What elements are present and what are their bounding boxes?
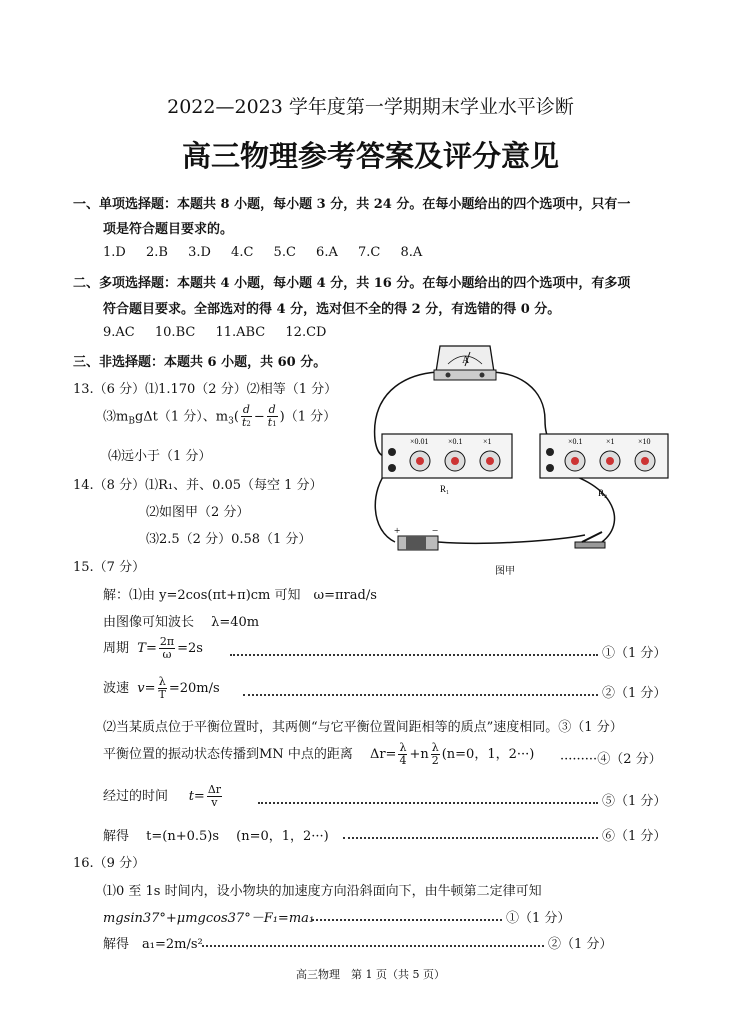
q14-line2: ⑵如图甲（2 分） <box>146 505 250 520</box>
q15-score-1: ①（1 分） <box>602 646 667 661</box>
answer-12: 12.CD <box>285 325 327 340</box>
resistance-box-r2 <box>540 434 668 498</box>
answer-7: 7.C <box>357 245 381 260</box>
leader-dots-2 <box>243 694 598 696</box>
q15-line3: 周期 T= $\frac{2\pi}{\omega}$ =2s <box>103 635 203 661</box>
q14-line1: 14.（8 分）⑴R₁、并、0.05（每空 1 分） <box>73 478 323 493</box>
leader-dots-6 <box>343 837 598 839</box>
section2-line2: 符合题目要求。全部选对的得 4 分，选对但不全的得 2 分，有选错的得 0 分。 <box>103 302 561 317</box>
q13-line1: 13.（6 分）⑴1.170（2 分）⑵相等（1 分） <box>73 382 338 397</box>
leader-dots-5 <box>258 802 598 804</box>
switch <box>575 532 605 548</box>
r1-dial-label-3: ×1 <box>483 437 492 446</box>
ammeter <box>434 346 496 380</box>
svg-text:−: − <box>432 525 439 537</box>
q15-line7: 经过的时间 t= $\frac{\Delta r}{v}$ <box>103 783 222 809</box>
q15-head: 15.（7 分） <box>73 560 146 575</box>
leader-dots-1 <box>230 654 598 656</box>
circuit-figure <box>370 330 680 580</box>
r1-label: R₁ <box>440 484 450 494</box>
q16-line2: mgsin37°+μmgcos37°－F₁=ma₁ <box>103 911 315 926</box>
q15-line6: 平衡位置的振动状态传播到MN 中点的距离 Δr= $\frac{\lambda}{4}$ +n $\frac{\lambda}{2}$ (n=0，1，2···) <box>103 741 535 767</box>
r2-label: R₂ <box>598 488 608 498</box>
answer-5: 5.C <box>273 245 296 260</box>
section2-answers <box>103 325 326 340</box>
q15-score-5: ⑤（1 分） <box>602 794 667 809</box>
page-footer: 高三物理 第 1 页（共 5 页） <box>296 968 445 981</box>
q16-head: 16.（9 分） <box>73 856 146 871</box>
answer-10: 10.BC <box>154 325 196 340</box>
ammeter-label: A <box>462 355 470 366</box>
q15-score-6: ⑥（1 分） <box>602 829 667 844</box>
wire-battery-switch <box>438 535 585 543</box>
q15-line1: 解：⑴由 y=2cos(πt+π)cm 可知 ω=πrad/s <box>103 588 377 603</box>
answer-6: 6.A <box>316 245 338 260</box>
wire-r1-battery <box>375 470 395 542</box>
q15-line2: 由图像可知波长 λ=40m <box>103 615 260 630</box>
figure-caption: 图甲 <box>495 566 515 577</box>
answer-4: 4.C <box>231 245 254 260</box>
q15-line4: 波速 v= $\frac{\lambda}{T}$ =20m/s <box>103 675 220 701</box>
answer-3: 3.D <box>188 245 211 260</box>
r1-dial-label-1: ×0.01 <box>410 437 429 446</box>
resistance-box-r1 <box>382 434 512 494</box>
wire-r2-switch <box>552 470 615 542</box>
battery <box>394 525 438 550</box>
section1-answers <box>103 245 422 260</box>
answer-9: 9.AC <box>103 325 135 340</box>
r2-dial-label-3: ×10 <box>638 437 651 446</box>
answer-2: 2.B <box>145 245 168 260</box>
q15-line5: ⑵当某质点位于平衡位置时，其两侧“与它平衡位置间距相等的质点”速度相同。③（1 分） <box>103 720 623 735</box>
q15-score-2: ②（1 分） <box>602 686 667 701</box>
answer-1: 1.D <box>103 245 126 260</box>
leader-dots-q16-2 <box>202 945 544 947</box>
r2-dial-label-2: ×1 <box>606 437 615 446</box>
svg-text:+: + <box>394 525 401 537</box>
page-title: 高三物理参考答案及评分意见 <box>181 139 559 173</box>
r1-dial-label-2: ×0.1 <box>448 437 463 446</box>
r2-dial-label-1: ×0.1 <box>568 437 583 446</box>
exam-subtitle: 2022—2023 学年度第一学期期末学业水平诊断 <box>167 96 574 118</box>
q16-line1: ⑴0 至 1s 时间内，设小物块的加速度方向沿斜面向下，由牛顿第二定律可知 <box>103 884 542 899</box>
q16-line3: 解得 a₁=2m/s² <box>103 937 203 952</box>
q14-line3: ⑶2.5（2 分）0.58（1 分） <box>146 532 312 547</box>
q15-score-4: ·········④（2 分） <box>560 752 662 767</box>
answer-11: 11.ABC <box>215 325 266 340</box>
q15-line8: 解得 t=(n+0.5)s (n=0，1，2···) <box>103 829 329 844</box>
q16-score-1: ①（1 分） <box>506 911 571 926</box>
section1-line1: 一、单项选择题：本题共 8 小题，每小题 3 分，共 24 分。在每小题给出的四个选项中，只有一 <box>73 197 631 212</box>
q13-line3: ⑷远小于（1 分） <box>108 449 212 464</box>
section2-line1: 二、多项选择题：本题共 4 小题，每小题 4 分，共 16 分。在每小题给出的四个选项中，有多项 <box>73 276 631 291</box>
q13-line2: $⑶m_Bg\Delta t(1$ 分）、$m_3$( $\frac{d}{t2}$ − $\frac{d}{t1}$ )（1 分） <box>103 403 337 429</box>
section3-heading: 三、非选择题：本题共 6 小题，共 60 分。 <box>73 355 327 370</box>
leader-dots-q16-1 <box>312 919 502 921</box>
answer-8: 8.A <box>400 245 423 260</box>
section1-line2: 项是符合题目要求的。 <box>103 222 234 237</box>
q16-score-2: ②（1 分） <box>548 937 613 952</box>
